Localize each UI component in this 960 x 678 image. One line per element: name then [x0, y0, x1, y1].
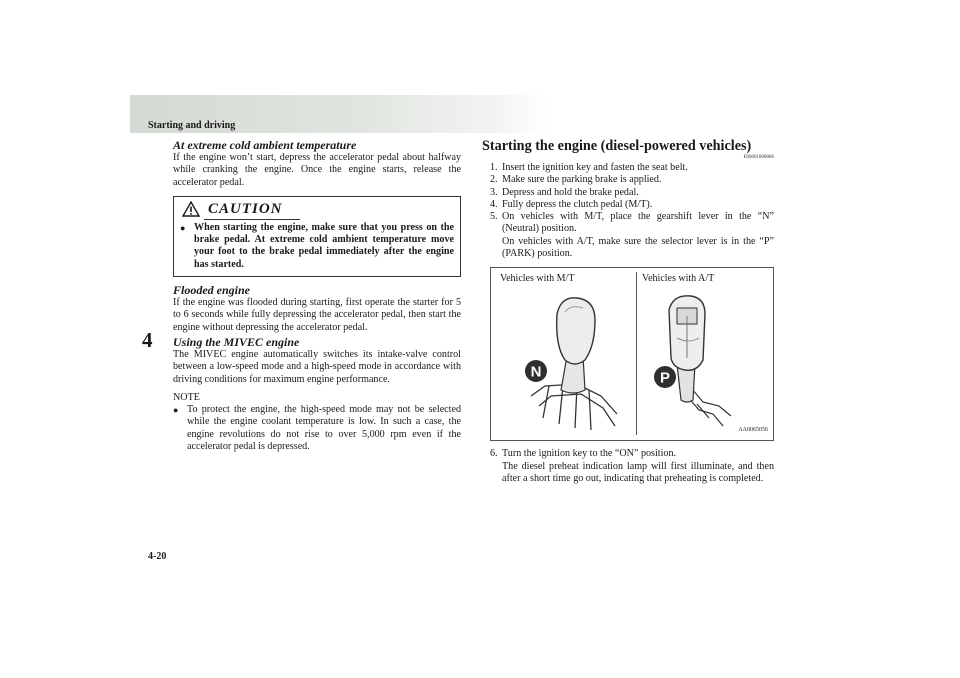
left-column: [173, 138, 461, 453]
caution-rule: [204, 219, 300, 220]
step-number: 5.: [490, 211, 498, 223]
step-number: 3.: [490, 186, 498, 198]
section-title-mivec: Using the MIVEC engine: [173, 334, 300, 349]
step-item: [490, 448, 774, 485]
caution-box: [173, 196, 461, 277]
step-number: 6.: [490, 448, 498, 460]
step-item: [490, 162, 774, 174]
section-body-flooded: If the engine was flooded during starting, first operate the starter for 5 to 6 seconds while fully depressing the accelerator pedal, then start the engine without depressing the accelerator pedal.: [173, 297, 461, 333]
note-label: NOTE: [173, 391, 200, 403]
step-text: Turn the ignition key to the “ON” position.: [502, 448, 677, 460]
main-heading: Starting the engine (diesel-powered vehicles): [482, 138, 752, 154]
chapter-number: 4: [142, 328, 153, 352]
step-item: [490, 199, 774, 211]
caution-header: [182, 200, 454, 218]
step-item: [490, 187, 774, 199]
step-text: Insert the ignition key and fasten the seat belt.: [502, 162, 688, 173]
steps-list-continued: [490, 448, 774, 485]
step-number: 4.: [490, 198, 498, 210]
section-title-flooded: Flooded engine: [173, 283, 250, 298]
section-body-mivec: The MIVEC engine automatically switches its intake-valve control between a low-speed mode and a high-speed mode in accordance with driving conditions for maximum engine performance.: [173, 348, 461, 385]
figure-label-mt: Vehicles with M/T: [500, 273, 575, 285]
step-body: [502, 211, 774, 260]
right-column: [482, 138, 774, 485]
section-body-cold: If the engine won’t start, depress the accelerator pedal about halfway while cranking the engine. Once the engine starts, release the accelerator pedal.: [173, 152, 461, 188]
caution-item: [180, 222, 454, 271]
warning-triangle-icon: [182, 201, 200, 217]
caution-text: When starting the engine, make sure that you press on the brake pedal. At extreme cold ambient temperature move your foot to the brake pedal immediately after the engine has started.: [194, 221, 454, 270]
step-text-continued: On vehicles with A/T, make sure the selector lever is in the “P” (PARK) position.: [502, 235, 774, 260]
caution-title: CAUTION: [208, 200, 283, 217]
shift-lever-figure: [490, 267, 774, 441]
section-code: E00601800086: [743, 155, 774, 160]
bullet-icon: ●: [173, 405, 179, 416]
step-text: Make sure the parking brake is applied.: [502, 174, 662, 186]
step-number: 2.: [490, 174, 498, 186]
steps-list: [490, 162, 774, 260]
note-item: [173, 404, 461, 453]
step-text-continued: The diesel preheat indication lamp will first illuminate, and then after a short time go out, indicating that preheating is completed.: [502, 460, 774, 484]
step-text: Depress and hold the brake pedal.: [502, 186, 639, 198]
step-item: [490, 174, 774, 186]
page-number: 4-20: [148, 551, 167, 562]
bullet-icon: ●: [180, 222, 186, 233]
section-title-cold: At extreme cold ambient temperature: [173, 138, 357, 152]
figure-code: AA0065056: [738, 427, 768, 434]
at-selector-lever: [669, 296, 705, 402]
step-text: On vehicles with M/T, place the gearshift lever in the “N” (Neutral) position.: [502, 211, 774, 235]
figure-label-at: Vehicles with A/T: [642, 273, 715, 285]
park-letter: P: [659, 369, 671, 387]
shift-lever-illustration: [491, 268, 773, 440]
step-text: Fully depress the clutch pedal (M/T).: [502, 198, 653, 210]
note-text: To protect the engine, the high-speed mode may not be selected while the engine coolant temperature is low. In such a case, the engine revolutions do not rise to over 5,000 rpm even if the accelerator pedal is depressed.: [187, 404, 461, 453]
step-number: 1.: [490, 162, 498, 173]
running-head: Starting and driving: [148, 120, 236, 131]
step-body: [502, 448, 774, 485]
neutral-letter: N: [530, 363, 542, 381]
mt-shift-knob: [557, 298, 595, 393]
step-item: [490, 211, 774, 260]
